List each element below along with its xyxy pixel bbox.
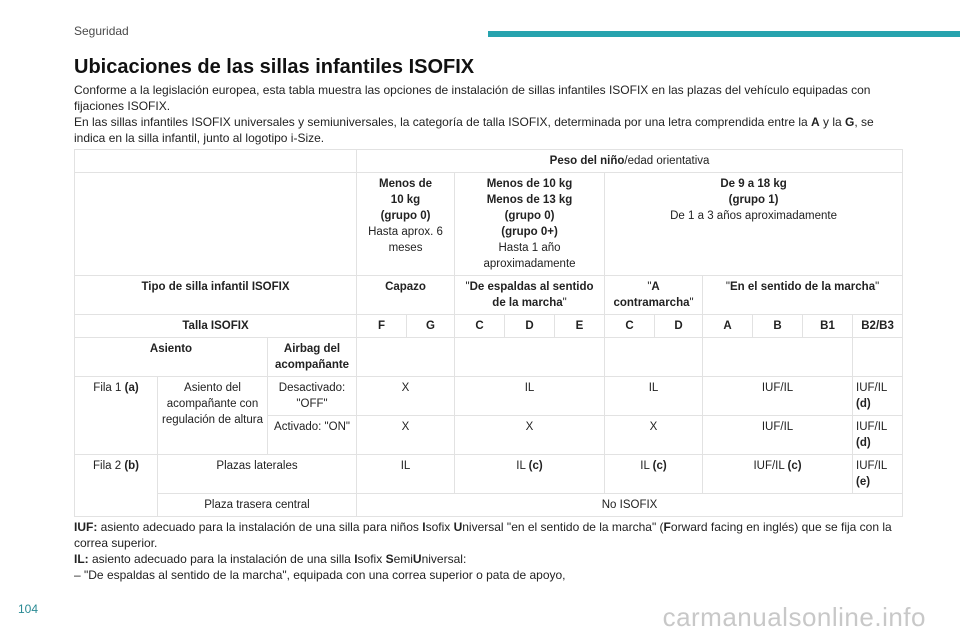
note-bullet: – "De espaldas al sentido de la marcha", equipada con una correa superior o pata de apoyo, <box>74 568 566 582</box>
type-forward-text: En el sentido de la marcha <box>730 281 876 293</box>
intro-text <box>74 82 894 146</box>
note-text: orward facing en inglés) que se fija con la correa superior. <box>74 520 892 550</box>
note-label: IUF: <box>74 520 98 534</box>
size-label: Talla ISOFIX <box>75 315 357 338</box>
table-row <box>75 338 903 377</box>
table-row <box>75 455 903 494</box>
cell-text: IUF/IL <box>856 382 888 394</box>
note-label: IL: <box>74 552 89 566</box>
type-capazo: Capazo <box>357 276 455 315</box>
weight-header <box>357 150 903 173</box>
group-text: Menos de 13 kg <box>486 194 573 206</box>
table-cell: IUF/IL <box>703 416 853 455</box>
intro-letter-g: G <box>845 115 855 129</box>
quote-mark: " <box>465 281 470 293</box>
table-cell: IL <box>455 377 605 416</box>
quote-mark: " <box>875 281 880 293</box>
group-text: Menos de <box>378 178 433 190</box>
row-label-ref: (b) <box>124 460 139 472</box>
cell-ref: (d) <box>856 398 871 410</box>
note-letter: U <box>453 520 463 534</box>
table-cell <box>75 173 357 276</box>
row-label-text: Fila 1 <box>93 382 125 394</box>
seat-label: Asiento <box>75 338 268 377</box>
group-text: (grupo 0+) <box>501 226 558 238</box>
table-cell <box>455 338 605 377</box>
cell-text: IUF/IL <box>856 421 888 433</box>
row-label-text: Fila 2 <box>92 460 125 472</box>
table-row <box>75 315 903 338</box>
size-cell: D <box>505 315 555 338</box>
accent-bar <box>488 31 960 37</box>
note-text: asiento adecuado para la instalación de una silla <box>88 552 355 566</box>
row-2-seat-lateral: Plazas laterales <box>158 455 357 494</box>
group-0plus-header <box>455 173 605 276</box>
quote-mark: " <box>562 297 567 309</box>
row-1-label <box>75 377 158 455</box>
type-rear <box>455 276 605 315</box>
intro-text-part: y la <box>819 115 846 129</box>
row-2-label <box>75 455 158 517</box>
table-cell <box>853 416 903 455</box>
size-cell: D <box>655 315 703 338</box>
cell-ref: (c) <box>652 460 667 472</box>
note-text: sofix <box>425 520 454 534</box>
airbag-off: Desactivado: "OFF" <box>268 377 357 416</box>
table-cell <box>703 338 853 377</box>
note-text: asiento adecuado para la instalación de una silla para niños <box>97 520 423 534</box>
table-cell <box>455 455 605 494</box>
note-text: niversal "en el sentido de la marcha" ( <box>462 520 664 534</box>
table-cell <box>605 338 703 377</box>
note-il <box>74 551 904 567</box>
table-cell <box>703 455 853 494</box>
page-number: 104 <box>18 602 39 616</box>
quote-mark: " <box>647 281 652 293</box>
note-letter: S <box>385 552 394 566</box>
row-label-ref: (a) <box>124 382 139 394</box>
size-cell: E <box>555 315 605 338</box>
intro-text-part: , se indica en la silla infantil, junto al logotipo i-Size. <box>74 115 874 145</box>
table-row <box>75 377 903 416</box>
intro-paragraph-1: Conforme a la legislación europea, esta tabla muestra las opciones de instalación de sillas infantiles ISOFIX en las plazas del vehículo equipadas con fijaciones ISOFIX. <box>74 83 871 113</box>
row-1-seat: Asiento del acompañante con regulación de altura <box>158 377 268 455</box>
table-cell <box>853 455 903 494</box>
size-cell: C <box>455 315 505 338</box>
row-2-seat-central: Plaza trasera central <box>158 494 357 517</box>
table-cell: IL <box>605 377 703 416</box>
isofix-table <box>74 149 903 517</box>
group-0-header <box>357 173 455 276</box>
airbag-on: Activado: "ON" <box>268 416 357 455</box>
note-text: sofix <box>357 552 386 566</box>
size-cell: B2/B3 <box>853 315 903 338</box>
table-cell <box>605 455 703 494</box>
table-row <box>75 150 903 173</box>
cell-ref: (c) <box>787 460 802 472</box>
intro-paragraph-2 <box>74 114 894 146</box>
note-letter: U <box>412 552 422 566</box>
table-row <box>75 276 903 315</box>
cell-ref: (d) <box>856 437 871 449</box>
watermark: carmanualsonline.info <box>662 602 926 632</box>
size-cell: C <box>605 315 655 338</box>
type-forward <box>703 276 903 315</box>
type-contra-text: A contramarcha <box>613 281 690 309</box>
group-text: Menos de 10 kg <box>486 178 573 190</box>
weight-header-rest: /edad orientativa <box>624 155 710 167</box>
table-cell: X <box>357 377 455 416</box>
table-cell <box>853 377 903 416</box>
cell-ref: (e) <box>856 476 871 488</box>
table-cell: IUF/IL <box>703 377 853 416</box>
group-text: aproximadamente <box>483 258 576 270</box>
table-cell <box>853 338 903 377</box>
note-text: emi <box>393 552 413 566</box>
group-text: (grupo 0) <box>380 210 431 222</box>
table-cell: X <box>455 416 605 455</box>
table-cell: X <box>605 416 703 455</box>
size-cell: B <box>753 315 803 338</box>
intro-letter-a: A <box>811 115 820 129</box>
cell-ref: (c) <box>528 460 543 472</box>
group-text: Hasta 1 año <box>498 242 561 254</box>
page-title: Ubicaciones de las sillas infantiles ISOFIX <box>74 56 475 78</box>
group-text: (grupo 1) <box>728 194 779 206</box>
table-cell: IL <box>357 455 455 494</box>
note-letter: I <box>422 520 426 534</box>
quote-mark: " <box>689 297 694 309</box>
group-text: De 9 a 18 kg <box>720 178 787 190</box>
table-row <box>75 173 903 276</box>
size-cell: B1 <box>803 315 853 338</box>
cell-text: IL <box>516 460 529 472</box>
quote-mark: " <box>725 281 731 293</box>
group-text: De 1 a 3 años aproximadamente <box>670 210 837 222</box>
group-text: (grupo 0) <box>504 210 555 222</box>
group-text: meses <box>388 242 423 254</box>
table-row <box>75 494 903 517</box>
intro-text-part: En las sillas infantiles ISOFIX universales y semiuniversales, la categoría de talla ISOFIX, determinada por una letra comprendida entre la <box>74 115 812 129</box>
type-rear-text: De espaldas al sentido de la marcha <box>469 281 594 309</box>
weight-header-bold: Peso del niño <box>549 155 625 167</box>
cell-text: IUF/IL <box>856 460 888 472</box>
table-cell <box>75 150 357 173</box>
section-title: Seguridad <box>74 24 129 38</box>
type-label: Tipo de silla infantil ISOFIX <box>75 276 357 315</box>
note-iuf <box>74 519 904 551</box>
size-cell: G <box>407 315 455 338</box>
airbag-label: Airbag del acompañante <box>268 338 357 377</box>
cell-text: IUF/IL <box>753 460 788 472</box>
note-text: niversal: <box>421 552 467 566</box>
note-letter: I <box>354 552 358 566</box>
type-contramarcha <box>605 276 703 315</box>
cell-text: IL <box>640 460 653 472</box>
no-isofix-cell: No ISOFIX <box>357 494 903 517</box>
group-1-header <box>605 173 903 276</box>
notes <box>74 519 904 583</box>
table-cell <box>357 338 455 377</box>
size-cell: A <box>703 315 753 338</box>
note-letter: F <box>663 520 671 534</box>
table-cell: X <box>357 416 455 455</box>
group-text: 10 kg <box>390 194 421 206</box>
group-text: Hasta aprox. 6 <box>368 226 443 238</box>
size-cell: F <box>357 315 407 338</box>
